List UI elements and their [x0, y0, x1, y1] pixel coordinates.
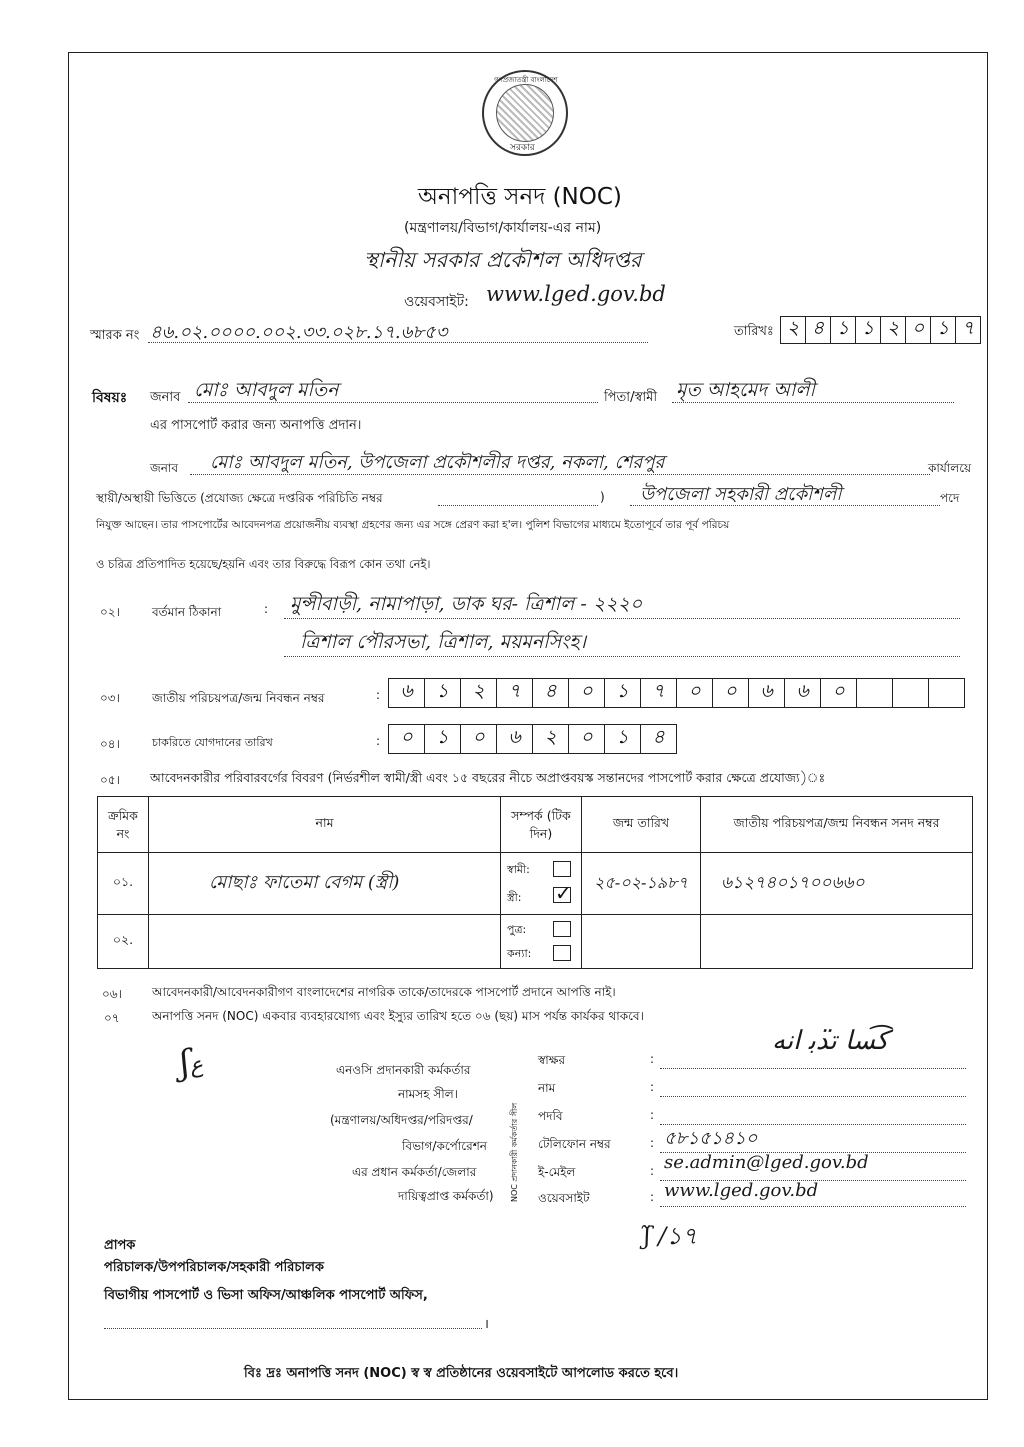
row2-relation: [501, 915, 582, 969]
table-header-row: [98, 797, 973, 853]
issuer-field-colon: :: [650, 1080, 655, 1094]
check-mark-icon: ✓: [555, 881, 572, 905]
date-digit-box-2: ৪: [805, 316, 831, 344]
decl06-text: আবেদনকারী/আবেদনকারীগণ বাংলাদেশের নাগরিক তাকে/তাদেরকে পাসপোর্ট প্রদানে আপত্তি নাই।: [152, 985, 616, 999]
item04-label: চাকরিতে যোগদানের তারিখ: [152, 736, 273, 749]
seal-top-text: গণপ্রজাতন্ত্রী বাংলাদেশ: [494, 76, 558, 84]
recipient-line2: বিভাগীয় পাসপোর্ট ও ভিসা অফিস/আঞ্চলিক পাসপোর্ট অফিস,: [104, 1288, 428, 1303]
issuer-field-label: টেলিফোন নম্বর: [538, 1137, 611, 1151]
paren-close: ): [600, 490, 605, 504]
date-digit-box-3: ১: [830, 316, 856, 344]
nid-digit-box-7: ১: [604, 678, 641, 708]
footer-note: বিঃ দ্রঃ অনাপত্তি সনদ (NOC) স্ব স্ব প্রতিষ্ঠানের ওয়েবসাইটে আপলোড করতে হবে।: [244, 1366, 679, 1381]
nid-digit-box-2: ১: [424, 678, 461, 708]
row1-rel-a-label: স্বামী:: [507, 863, 530, 876]
nid-digit-box-13: ০: [820, 678, 857, 708]
nid-digit-box-5: ৪: [532, 678, 569, 708]
header-nid: জাতীয় পরিচয়পত্র/জন্ম নিবন্ধন সনদ নম্বর: [701, 797, 973, 853]
issuer-field-colon: :: [650, 1164, 655, 1178]
row2-rel-b-checkbox[interactable]: [553, 945, 571, 961]
office-name: স্থানীয় সরকার প্রকৌশল অধিদপ্তর: [364, 248, 642, 272]
item02-label: বর্তমান ঠিকানা: [152, 605, 222, 619]
issuer-field-colon: :: [650, 1052, 655, 1066]
header-serial: ক্রমিক নং: [98, 797, 149, 853]
header-name: নাম: [149, 797, 501, 853]
subject-label: বিষয়ঃ: [92, 390, 128, 406]
address-line1: মুন্সীবাড়ী, নামাপাড়া, ডাক ঘর- ত্রিশাল - ২২২০: [290, 593, 643, 615]
government-seal-icon: [482, 70, 568, 156]
row2-rel-a-checkbox[interactable]: [553, 921, 571, 937]
permanent-text: স্থায়ী/অস্থায়ী ভিত্তিতে (প্রযোজ্য ক্ষেত্রে দপ্তরিক পরিচিতি নম্বর: [96, 491, 383, 505]
issuer-field-label: ওয়েবসাইট: [538, 1191, 590, 1205]
father-name: মৃত আহমেদ আলী: [676, 379, 815, 401]
decl07-no: ০৭: [104, 1011, 120, 1025]
nid-digit-box-9: ০: [676, 678, 713, 708]
issuer-field-colon: :: [650, 1190, 655, 1204]
row1-name: মোছাঃ ফাতেমা বেগম (স্ত্রী): [149, 853, 501, 915]
nid-digit-box-14: [856, 678, 893, 708]
issuer-left-line: দায়িত্বপ্রাপ্ত কর্মকর্তা): [398, 1189, 494, 1203]
joining-digit-box-6: ০: [568, 724, 605, 754]
employee-info: মোঃ আবদুল মতিন, উপজেলা প্রকৌশলীর দপ্তর, নকলা, শেরপুর: [210, 452, 665, 473]
joining-digit-box-7: ১: [604, 724, 641, 754]
row2-name: [149, 915, 501, 969]
post-suffix: পদে: [940, 491, 960, 505]
row1-nid: ৬১২৭৪০১৭০০৬৬০: [701, 853, 973, 915]
recipient-end: ।: [484, 1317, 489, 1332]
body-line4: ও চরিত্র প্রতিপাদিত হয়েছে/হয়নি এবং তার বিরুদ্ধে বিরূপ কোন তথা নেই।: [96, 557, 431, 571]
body-line3: নিযুক্ত আছেন। তার পাসপোর্টের আবেদনপত্র প্রয়োজনীয় ব্যবস্থা গ্রহণের জন্য এর সঙ্গে প্রেরণ করা হ'ল। পুলিশ বিভাগের মাধ্যমে ইতোপূর্বে তার পূর্ব পরিচয়: [96, 519, 730, 531]
office-suffix: কার্যালয়ে: [928, 461, 972, 475]
decl06-no: ০৬।: [102, 987, 122, 1001]
telephone-value: ৫৮১৫১৪১০: [664, 1128, 758, 1149]
father-label: পিতা/স্বামী: [604, 390, 658, 405]
initial-signature: ʃع: [177, 1042, 205, 1084]
issuer-field-label: ই-মেইল: [538, 1165, 576, 1179]
row2-dob: [582, 915, 701, 969]
nid-digit-box-11: ৬: [748, 678, 785, 708]
item05-text: আবেদনকারীর পরিবারবর্গের বিবরণ (নির্ভরশীল স্বামী/স্ত্রী এবং ১৫ বছরের নীচে অপ্রাপ্তবয়স্ক সন্তানদের পাসপোর্ট করার ক্ষেত্রে প্রযোজ্য)ঃ: [150, 770, 826, 785]
table-row: [98, 853, 973, 915]
nid-digit-box-4: ৭: [496, 678, 533, 708]
issuer-left-line: এনওসি প্রদানকারী কর্মকর্তার: [336, 1063, 471, 1077]
joining-digit-box-8: ৪: [640, 724, 677, 754]
item03-label: জাতীয় পরিচয়পত্র/জন্ম নিবন্ধন নম্বর: [152, 691, 325, 705]
subject-line2: এর পাসপোর্ট করার জন্য অনাপত্তি প্রদান।: [150, 418, 362, 433]
joining-digit-box-5: ২: [532, 724, 569, 754]
nid-digit-box-3: ২: [460, 678, 497, 708]
recipient-line1: পরিচালক/উপপরিচালক/সহকারী পরিচালক: [104, 1260, 324, 1275]
nid-digit-box-12: ৬: [784, 678, 821, 708]
issuer-left-line: এর প্রধান কর্মকর্তা/জেলার: [352, 1165, 477, 1179]
row1-serial: ০১.: [98, 853, 149, 915]
issuer-field-label: পদবি: [538, 1109, 563, 1123]
website-value: www.lged.gov.bd: [486, 282, 666, 306]
officer-signature: ﻛ͡ﺴﺎ ﺗ̈ﺪﺑ ﺍﻧﻪ: [772, 1026, 889, 1056]
website-value-issuer: www.lged.gov.bd: [664, 1180, 819, 1201]
issuer-left-line: নামসহ সীল।: [398, 1087, 458, 1101]
row1-rel-a-checkbox[interactable]: [553, 861, 571, 877]
item05-no: ০৫।: [100, 773, 120, 787]
date-digit-box-1: ২: [780, 316, 806, 344]
memo-number: ৪৬.০২.০০০০.০০২.৩৩.০২৮.১৭.৬৮৫৩: [150, 322, 448, 343]
recipient-heading: প্রাপক: [104, 1238, 136, 1253]
memo-label: স্মারক নং: [90, 328, 140, 343]
row1-rel-b-label: স্ত্রী:: [507, 891, 522, 904]
email-value: se.admin@lged.gov.bd: [664, 1152, 869, 1173]
designation: উপজেলা সহকারী প্রকৌশলী: [640, 484, 842, 505]
date-digit-box-4: ১: [855, 316, 881, 344]
issuer-field-label: নাম: [538, 1081, 556, 1095]
body-mr-label: জনাব: [150, 461, 179, 475]
joining-digit-box-3: ০: [460, 724, 497, 754]
item02-no: ০২।: [100, 605, 120, 619]
date-digit-box-7: ১: [930, 316, 956, 344]
date-digit-box-5: ২: [880, 316, 906, 344]
nid-digit-box-1: ৬: [388, 678, 425, 708]
issuer-left-line: বিভাগ/কর্পোরেশন: [402, 1139, 487, 1153]
joining-digit-box-1: ০: [388, 724, 425, 754]
address-line2: ত্রিশাল পৌরসভা, ত্রিশাল, ময়মনসিংহ।: [300, 631, 587, 653]
date-digit-box-8: ৭: [955, 316, 981, 344]
row2-serial: ০২.: [98, 915, 149, 969]
joining-digit-box-4: ৬: [496, 724, 533, 754]
issuer-field-colon: :: [650, 1108, 655, 1122]
row2-rel-a-label: পুত্র:: [507, 923, 527, 936]
nid-digit-box-6: ০: [568, 678, 605, 708]
nid-digit-box-8: ৭: [640, 678, 677, 708]
header-dob: জন্ম তারিখ: [582, 797, 701, 853]
row1-dob: ২৫-০২-১৯৮৭: [582, 853, 701, 915]
date-digit-box-6: ০: [905, 316, 931, 344]
row1-relation: [501, 853, 582, 915]
page-title: অনাপত্তি সনদ (NOC): [418, 184, 622, 210]
seal-bottom-text: সরকার: [510, 143, 535, 153]
nid-digit-box-15: [892, 678, 929, 708]
row2-rel-b-label: কন্যা:: [507, 947, 532, 960]
nid-digit-box-10: ০: [712, 678, 749, 708]
noc-stamp-text: NOC প্রদানকারী কর্মকর্তার সীল: [510, 1102, 519, 1202]
nid-digit-box-16: [928, 678, 965, 708]
date-label: তারিখঃ: [734, 324, 774, 339]
subject-mr-label: জনাব: [150, 390, 181, 405]
header-relation: সম্পর্ক (টিক দিন): [501, 797, 582, 853]
issuer-left-line: (মন্ত্রণালয়/অধিদপ্তর/পরিদপ্তর/: [330, 1113, 473, 1127]
decl07-text: অনাপত্তি সনদ (NOC) একবার ব্যবহারযোগ্য এবং ইস্যুর তারিখ হতে ০৬ (ছয়) মাস পর্যন্ত কার্যকর থাকবে।: [152, 1009, 644, 1023]
website-label: ওয়েবসাইট:: [404, 294, 469, 310]
subject-name: মোঃ আবদুল মতিন: [194, 379, 339, 401]
row2-nid: [701, 915, 973, 969]
item03-no: ০৩।: [100, 691, 120, 705]
issuer-field-colon: :: [650, 1136, 655, 1150]
table-row: [98, 915, 973, 969]
item04-no: ০৪।: [100, 737, 120, 751]
date-signature: ʃ̃ ∕১৭: [644, 1222, 698, 1250]
issuer-field-label: স্বাক্ষর: [538, 1053, 566, 1067]
family-table: [97, 796, 973, 969]
joining-digit-box-2: ১: [424, 724, 461, 754]
office-subtitle: (মন্ত্রণালয়/বিভাগ/কার্যালয়-এর নাম): [404, 220, 602, 236]
